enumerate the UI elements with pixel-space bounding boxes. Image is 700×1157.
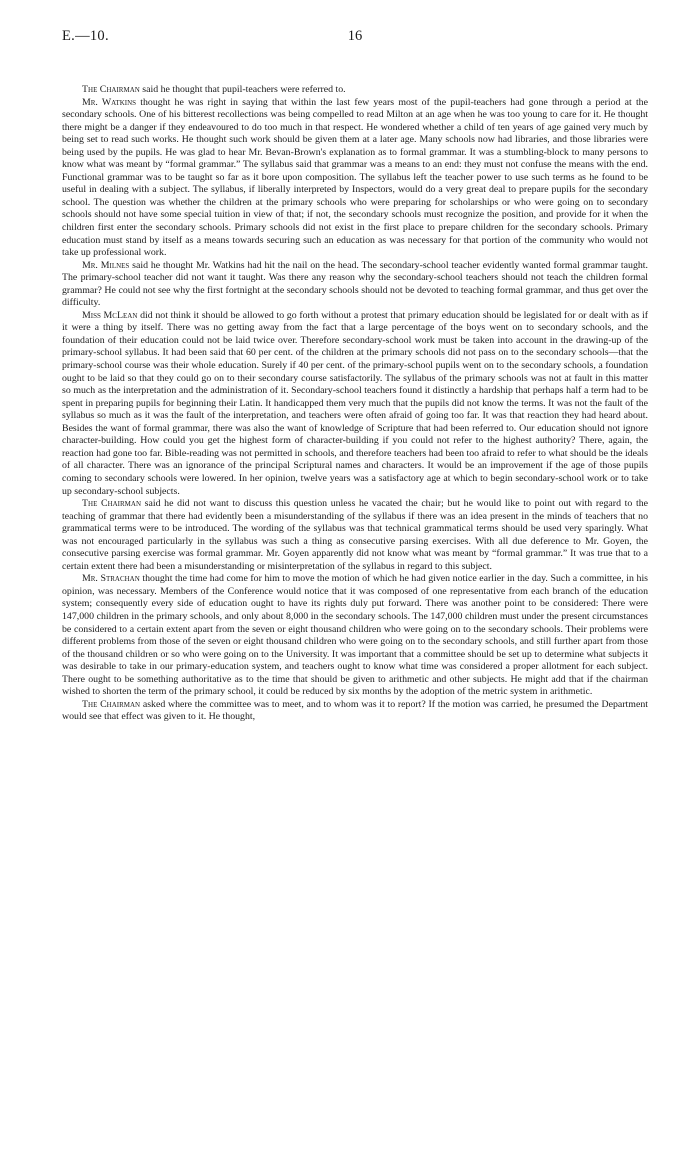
paragraph-text: did not think it should be allowed to go forth without a protest that primary education should be legislated for or dealt with as if it were a thing by itself. There was no getting away from the fact that a large percentage of the boys went on to secondary schools, and the foundation of their education could not be laid twice over. Therefore secondary-school work must be taken into account in the drawing-up of the primary-school syllabus. It had been said that 60 per cent. of the children at the primary schools did not pass on to the secondary schools—that the primary-school course was their whole education. Surely if 40 per cent. of the primary-school pupils went on to the secondary schools, a foundation ought to be laid so that they could go on to their secondary course satisfactorily. The syllabus of the primary schools was not at fault in this matter so much as the interpretation and the administration of it. Secondary-school teachers found it distinctly a hardship that perhaps half a term had to be spent in preparing pupils for beginning their Latin. It handicapped them very much that the pupils did not know the terms. It was not the fault of the syllabus so much as it was the fault of the interpretation, and teachers were often afraid of going too far. It was that reaction they had heard about. Besides the want of formal grammar, there was also the want of knowledge of Scripture that had been referred to. Our education should not ignore character-building. How could you get the highest form of character-building if you could not refer to the highest authority? There, again, the reaction had gone too far. Bible-reading was not permitted in schools, and therefore teachers had been too afraid to refer to what should be the ideals of all character. There was an ignorance of the principal Scriptural names and characters. It would be an improvement if the age of those pupils coming to secondary schools were lowered. In her opinion, twelve years was a satisfactory age at which to begin secondary-school work or to take up secondary-school subjects.: [62, 309, 648, 497]
paragraph-text: thought the time had come for him to move the motion of which he had given notice earlier in the day. Such a committee, in his opinion, was necessary. Members of the Conference would notice that it was composed of one representative from each branch of the education system; consequently every side of education ought to have its rights duly put forward. There was another point to be considered: There were 147,000 children in the primary schools, and only about 8,000 in the secondary schools. The 147,000 children must under the present circumstances be considered to a certain extent apart from the seven or eight thousand children who were going on to the secondary schools. Their problems were different problems from those of the seven or eight thousand children who were going on to the secondary schools, and still further apart from those of the thousand children or so who were going on to the University. It was important that a committee should be set up to determine what subjects it was desirable to take in our primary-education system, and teachers ought to know what time was considered a proper allotment for each subject. There ought to be something authoritative as to the time that should be given to arithmetic and other subjects. He might add that if the chairman wished to shorten the term of the primary school, it could be reduced by six months by the adoption of the metric system in arithmetic.: [62, 573, 649, 698]
paragraph-text: asked where the committee was to meet, and to whom was it to report? If the motion was carried, he presumed the Department would see that effect was given to it. He thought,: [62, 698, 648, 723]
paragraph-text: said he thought Mr. Watkins had hit the nail on the head. The secondary-school teacher evidently wanted formal grammar taught. The primary-school teacher did not want it taught. Was there any reason why the secondary-school teachers should not teach the children formal grammar? He could not see why the first fortnight at the secondary schools should not be devoted to teaching formal grammar, and thus get over the difficulty.: [62, 259, 648, 309]
page-header: [62, 28, 648, 52]
document-body: [62, 84, 648, 724]
speaker-name: Mr. Strachan: [82, 573, 140, 585]
paragraph-watkins: [62, 97, 648, 260]
paragraph-milnes: [62, 260, 648, 310]
speaker-name: Miss McLean: [82, 309, 138, 321]
speaker-name: Mr. Watkins: [82, 96, 137, 108]
paragraph-text: thought he was right in saying that within the last few years most of the pupil-teachers had gone through a period at the secondary schools. One of his bitterest recollections was being compelled to read Milton at an age when he was too young to care for it. He thought there might be a danger if they endeavoured to do too much in that respect. He wondered whether a child of ten years of age gained very much by being set to read such works. He thought such work should be given them at a later age. Many schools now had libraries, and those libraries were being used by the pupils. He was glad to hear Mr. Bevan-Brown's explanation as to formal grammar. It was a stumbling-block to many persons to know what was meant by “formal grammar.” The syllabus said that grammar was a means to an end: they must not confuse the means with the end. Functional grammar was to be taught so far as it bore upon composition. The syllabus left the teacher power to use such terms as he found to be useful in dealing with a subject. The syllabus, if liberally interpreted by Inspectors, would do a very great deal to prepare pupils for the secondary school. The question was whether the children at the primary schools who were preparing for scholarships or who were going on to secondary schools should not have some special tuition in view of that; if not, the secondary schools must recognize the position, and provide for it when the children first enter the secondary schools. Primary schools did not exist in the first place to prepare children for the secondary schools. Primary education must stand by itself as a means towards securing such an education as was necessary for that portion of the community who would not take up professional work.: [62, 96, 648, 259]
speaker-name: The Chairman: [82, 498, 142, 510]
paragraph-text: said he thought that pupil-teachers were referred to.: [139, 84, 346, 95]
page-number: 16: [347, 28, 363, 44]
speaker-name: Mr. Milnes: [82, 259, 130, 271]
speaker-name: The Chairman: [82, 698, 141, 710]
paragraph-chairman-1: [62, 84, 648, 97]
paragraph-strachan: [62, 573, 648, 698]
paragraph-mclean: [62, 310, 648, 498]
document-page: [62, 28, 648, 724]
report-reference: E.—10.: [62, 28, 109, 44]
speaker-name: The Chairman: [82, 84, 140, 95]
paragraph-text: said he did not want to discuss this question unless he vacated the chair; but he would like to point out with regard to the teaching of grammar that there had evidently been a misunderstanding of the syllabus if there was an idea present in the minds of teachers that no grammatical terms were to be introduced. The wording of the syllabus was that technical grammatical terms should be used very sparingly. What was not encouraged particularly in the syllabus was such a thing as consecutive parsing exercises. With all due deference to Mr. Goyen, the consecutive parsing exercise was formal grammar. Mr. Goyen apparently did not know what was meant by “formal grammar.” It was true that to a certain extent there had been a misunderstanding or misinterpretation of the syllabus in regard to this subject.: [62, 498, 648, 572]
paragraph-chairman-2: [62, 498, 648, 573]
paragraph-chairman-3: [62, 699, 648, 724]
